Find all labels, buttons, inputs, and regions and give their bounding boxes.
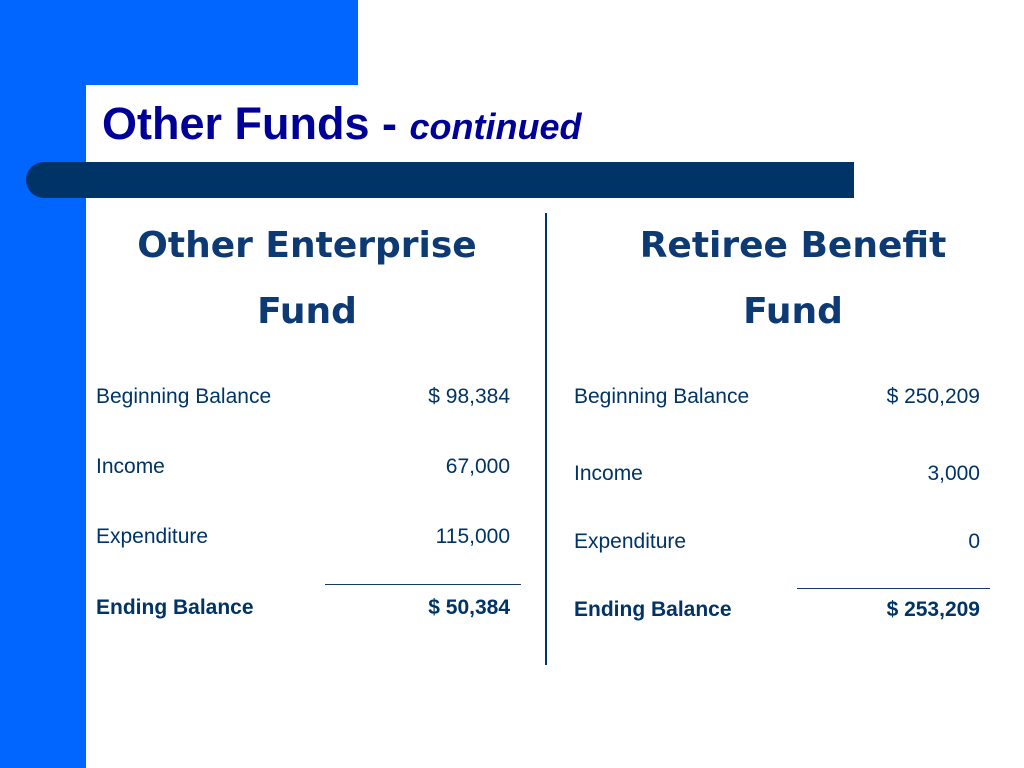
left-beginning-balance-label: Beginning Balance: [96, 385, 272, 408]
left-income-value: 67,000: [445, 455, 510, 478]
right-income-label: Income: [574, 462, 643, 485]
column-divider: [545, 213, 547, 665]
right-expenditure-value: 0: [968, 530, 980, 553]
slide-title-italic: continued: [409, 106, 582, 147]
left-beginning-balance-value: $ 98,384: [428, 385, 510, 408]
slide-title: [102, 98, 581, 153]
right-ending-balance-value: $ 253,209: [886, 598, 980, 621]
left-total-rule: [325, 584, 521, 585]
top-accent-block: [0, 0, 358, 85]
right-fund-heading-line1: Retiree Benefit: [639, 225, 947, 266]
left-accent-bar: [0, 0, 86, 768]
title-underline-bar: [26, 162, 854, 198]
right-fund-heading: [593, 213, 993, 345]
right-ending-balance-label: Ending Balance: [574, 598, 732, 621]
right-total-rule: [797, 588, 990, 589]
right-beginning-balance-value: $ 250,209: [886, 385, 980, 408]
right-income-value: 3,000: [927, 462, 980, 485]
left-income-label: Income: [96, 455, 165, 478]
left-expenditure-value: 115,000: [435, 525, 510, 548]
slide-title-main: Other Funds -: [102, 98, 410, 149]
left-fund-heading-line2: Fund: [257, 291, 357, 332]
left-ending-balance-label: Ending Balance: [96, 596, 254, 619]
right-beginning-balance-label: Beginning Balance: [574, 385, 750, 408]
left-ending-balance-value: $ 50,384: [428, 596, 510, 619]
left-fund-heading-line1: Other Enterprise: [137, 225, 477, 266]
right-expenditure-label: Expenditure: [574, 530, 687, 553]
right-fund-heading-line2: Fund: [743, 291, 843, 332]
left-expenditure-label: Expenditure: [96, 525, 209, 548]
left-fund-heading: [107, 213, 507, 345]
